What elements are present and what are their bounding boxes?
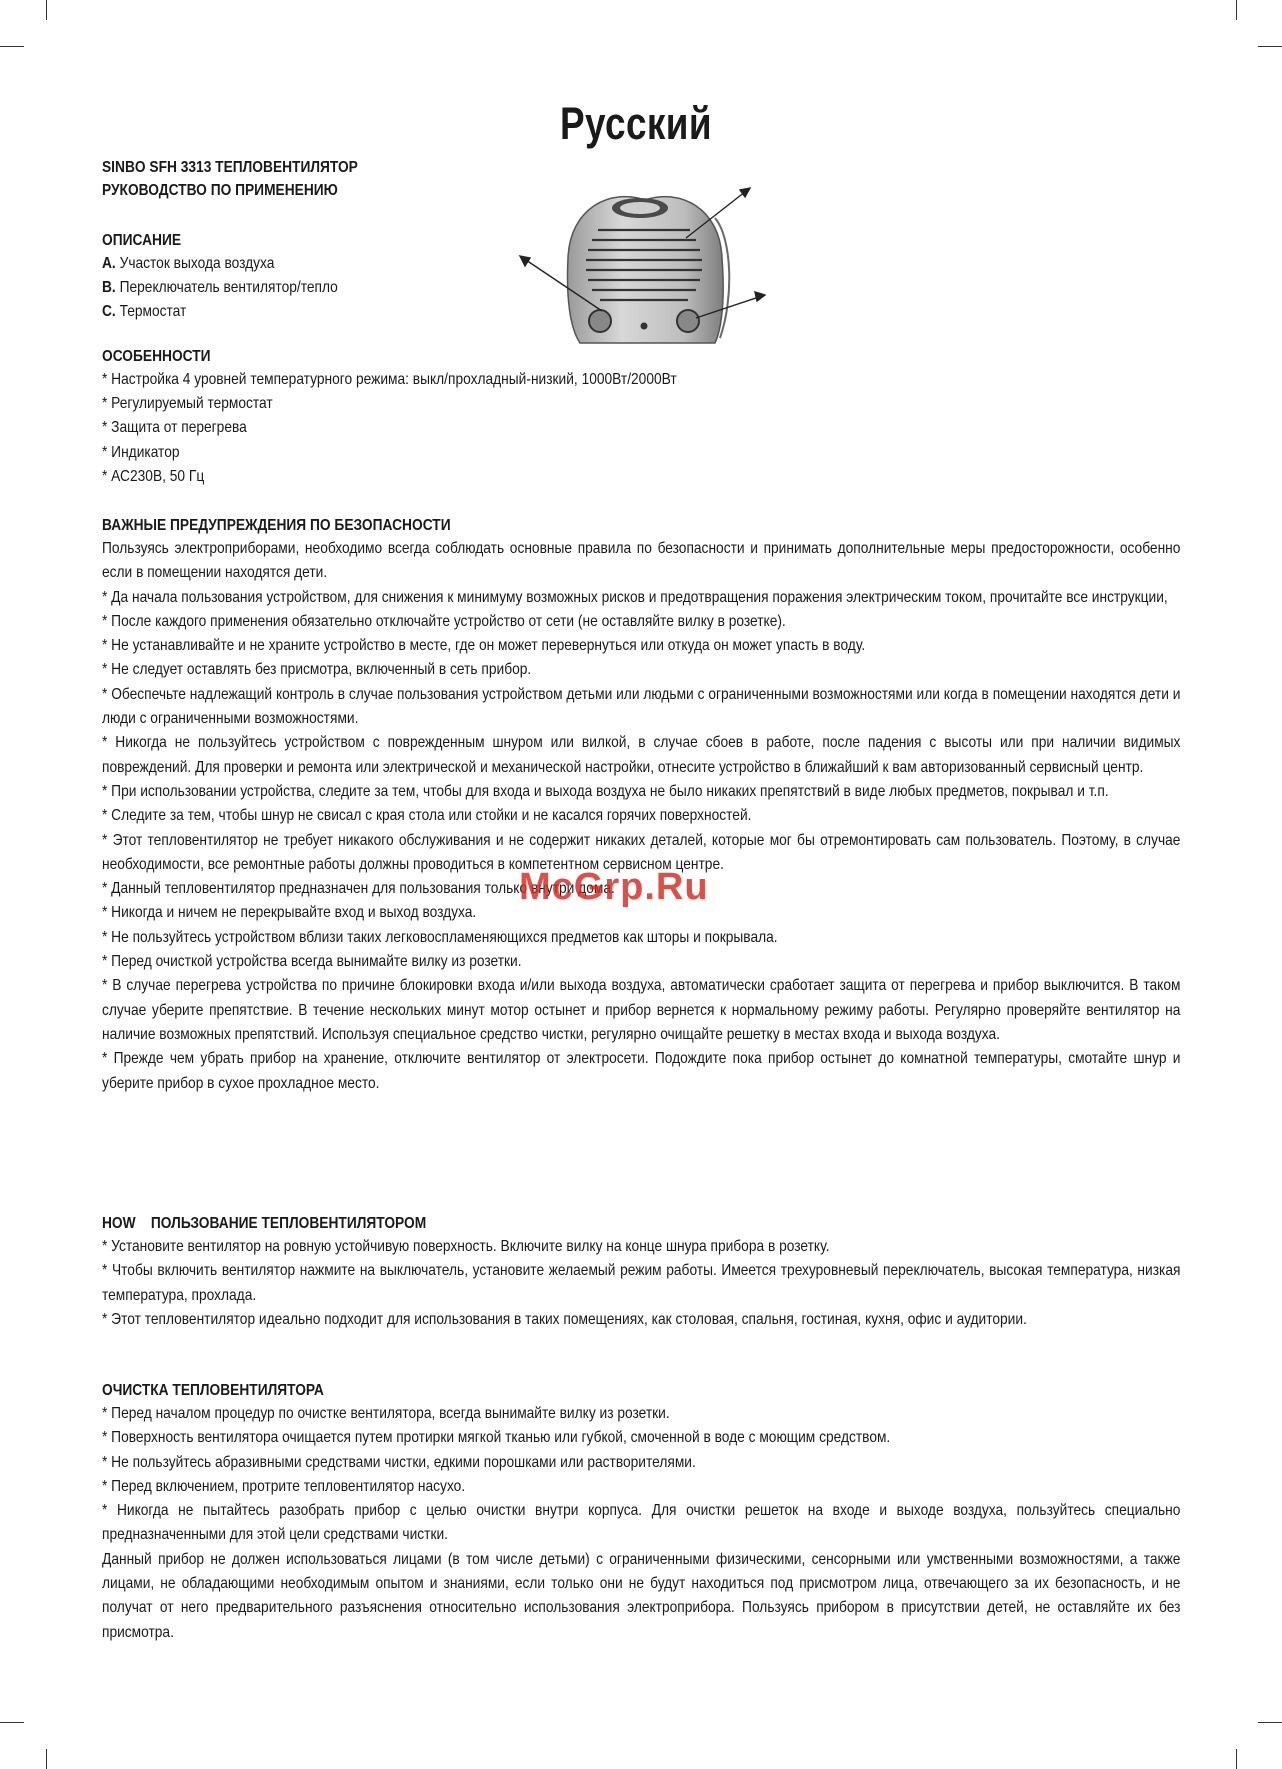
cleaning-paragraph: * Перед началом процедур по очистке вентилятора, всегда вынимайте вилку из розетки.	[102, 1405, 670, 1422]
safety-section	[102, 515, 1180, 1096]
section-heading: HOW ПОЛЬЗОВАНИЕ ТЕПЛОВЕНТИЛЯТОРОМ	[102, 1215, 427, 1232]
description-item: A. Участок выхода воздуха	[102, 255, 275, 272]
feature-item: * Настройка 4 уровней температурного режима: выкл/прохладный-низкий, 1000Вт/2000Вт	[102, 371, 677, 388]
safety-paragraph: Пользуясь электроприборами, необходимо всегда соблюдать основные правила по безопасности и принимать дополнительные меры предосторожности, особенно если в помещении находятся дети.	[102, 540, 1181, 582]
safety-paragraph: * В случае перегрева устройства по причине блокировки входа и/или выхода воздуха, автоматически сработает защита от перегрева и прибор выключится. В таком случае уберите препятствие. В течение нескольких минут мотор остынет и прибор вернется к нормальному режиму работы. Регулярно проверяйте вентилятор на наличие возможных препятствий. Используя специальное средство чистки, регулярно очищайте решетку в местах входа и выхода воздуха.	[102, 977, 1181, 1043]
crop-mark	[46, 0, 47, 20]
features-section	[102, 346, 790, 489]
section-heading: ОСОБЕННОСТИ	[102, 348, 211, 365]
safety-paragraph: * Прежде чем убрать прибор на хранение, отключите вентилятор от электросети. Подождите пока прибор остынет до комнатной температуры, смотайте шнур и уберите прибор в сухое прохладное место.	[102, 1050, 1181, 1092]
cleaning-section	[102, 1380, 1180, 1645]
section-heading: ВАЖНЫЕ ПРЕДУПРЕЖДЕНИЯ ПО БЕЗОПАСНОСТИ	[102, 517, 451, 534]
watermark: McGrp.Ru	[519, 866, 709, 908]
safety-paragraph: * Этот тепловентилятор не требует никакого обслуживания и не содержит никаких деталей, которые мог бы отремонтировать сам пользователь. Поэтому, в случае необходимости, все ремонтные работы должны проводиться в компетентном сервисном центре.	[102, 831, 1181, 873]
fan-heater-illustration	[510, 178, 780, 358]
title-line: РУКОВОДСТВО ПО ПРИМЕНЕНИЮ	[102, 182, 338, 199]
cleaning-paragraph: Данный прибор не должен использоваться лицами (в том числе детьми) с ограниченными физическими, сенсорными или умственными возможностями, а также лицами, не обладающими необходимым опытом и знаниями, если только они не будут находиться под присмотром лица, отвечающего за их безопасность, и не получат от него предварительного разъяснения относительно использования электроприбора. Пользуясь прибором в присутствии детей, не оставляйте их без присмотра.	[102, 1550, 1181, 1641]
safety-paragraph: * Не пользуйтесь устройством вблизи таких легковоспламеняющихся предметов как шторы и покрывала.	[102, 928, 778, 946]
crop-mark	[1236, 0, 1237, 20]
safety-paragraph: * Перед очисткой устройства всегда вынимайте вилку из розетки.	[102, 953, 522, 971]
section-heading: ОПИСАНИЕ	[102, 232, 182, 249]
safety-paragraph: * Следите за тем, чтобы шнур не свисал с края стола или стойки и не касался горячих поверхностей.	[102, 807, 752, 825]
safety-paragraph: * После каждого применения обязательно отключайте устройство от сети (не оставляйте вилку в розетке).	[102, 612, 786, 630]
description-item: C. Термостат	[102, 303, 187, 321]
usage-section	[102, 1213, 1180, 1332]
section-heading: ОЧИСТКА ТЕПЛОВЕНТИЛЯТОРА	[102, 1382, 324, 1399]
feature-item: * Защита от перегрева	[102, 419, 247, 437]
safety-paragraph: * Не следует оставлять без присмотра, включенный в сеть прибор.	[102, 661, 532, 679]
fan-switch-knob	[589, 310, 611, 332]
cleaning-paragraph: * Не пользуйтесь абразивными средствами чистки, едкими порошками или растворителями.	[102, 1453, 696, 1471]
safety-paragraph: * Да начала пользования устройством, для снижения к минимуму возможных рисков и предотвращения поражения электрическим током, прочитайте все инструкции,	[102, 588, 1168, 606]
feature-item: * АС230В, 50 Гц	[102, 467, 205, 485]
crop-mark	[0, 46, 24, 47]
crop-mark	[1236, 1749, 1237, 1769]
safety-paragraph: * Данный тепловентилятор предназначен для пользования только внутри дома.	[102, 880, 615, 898]
description-section	[102, 230, 338, 325]
safety-paragraph: * Не устанавливайте и не храните устройство в месте, где он может перевернуться или откуда он может упасть в воду.	[102, 637, 866, 655]
safety-paragraph: * Обеспечьте надлежащий контроль в случае пользования устройством детьми или людьми с ограниченными возможностями или когда в помещении находятся дети и люди с ограниченными возможностями.	[102, 685, 1181, 728]
crop-mark	[0, 1722, 24, 1723]
feature-item: * Регулируемый термостат	[102, 395, 273, 413]
crop-mark	[1258, 46, 1282, 47]
title-line: SINBO SFH 3313 ТЕПЛОВЕНТИЛЯТОР	[102, 159, 358, 176]
safety-paragraph: * Никогда и ничем не перекрывайте вход и выход воздуха.	[102, 904, 477, 922]
feature-item: * Индикатор	[102, 443, 180, 461]
cleaning-paragraph: * Никогда не пытайтесь разобрать прибор с целью очистки внутри корпуса. Для очистки решеток на входе и выходе воздуха, пользуйтесь специально предназначенными для этой цели средствами чистки.	[102, 1502, 1181, 1544]
safety-paragraph: * При использовании устройства, следите за тем, чтобы для входа и выхода воздуха не было никаких препятствий в виде любых предметов, покрывал и т.п.	[102, 782, 1109, 800]
thermostat-knob	[677, 310, 699, 332]
indicator-light	[641, 323, 648, 330]
cleaning-paragraph: * Поверхность вентилятора очищается путем протирки мягкой тканью или губкой, смоченной в воде с моющим средством.	[102, 1429, 891, 1447]
usage-paragraph: * Установите вентилятор на ровную устойчивую поверхность. Включите вилку на конце шнура прибора в розетку.	[102, 1238, 830, 1255]
crop-mark	[46, 1749, 47, 1769]
page-title: Русский	[560, 98, 712, 149]
cleaning-paragraph: * Перед включением, протрите тепловентилятор насухо.	[102, 1477, 466, 1495]
crop-mark	[1258, 1722, 1282, 1723]
safety-paragraph: * Никогда не пользуйтесь устройством с поврежденным шнуром или вилкой, в случае сбоев в работе, после падения с высоты или при наличии видимых повреждений. Для проверки и ремонта или электрической и механической настройки, отнесите устройство в ближайший к вам авторизованный сервисный центр.	[102, 734, 1181, 776]
usage-paragraph: * Чтобы включить вентилятор нажмите на выключатель, установите желаемый режим работы. Имеется трехуровневый переключатель, высокая температура, низкая температура, прохлада.	[102, 1262, 1181, 1304]
usage-paragraph: * Этот тепловентилятор идеально подходит для использования в таких помещениях, как столовая, спальня, гостиная, кухня, офис и аудитории.	[102, 1310, 1027, 1328]
description-item: B. Переключатель вентилятор/тепло	[102, 279, 338, 297]
